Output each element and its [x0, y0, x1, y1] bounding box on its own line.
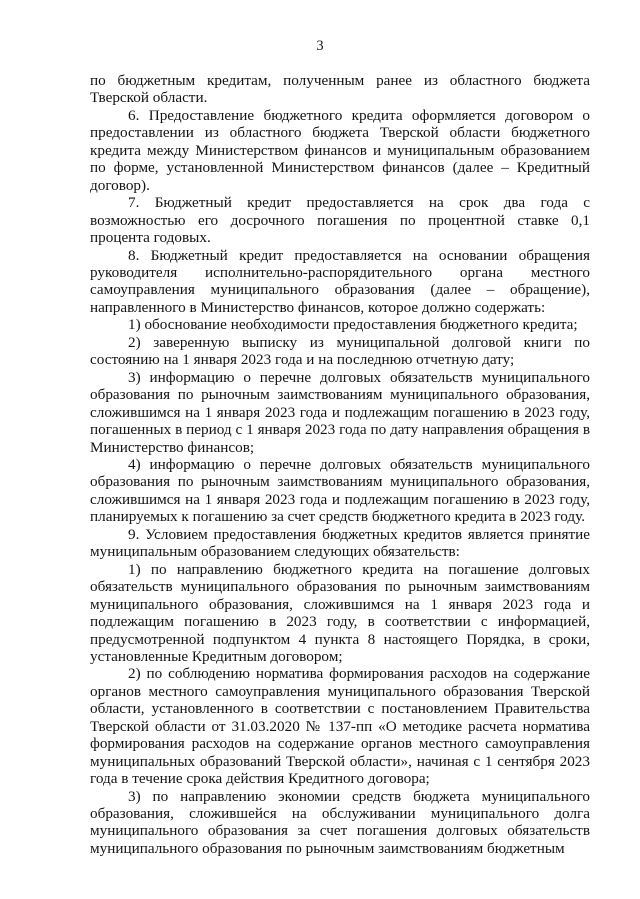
paragraph-item-8: 8. Бюджетный кредит предоставляется на основании обращения руководителя исполнительно-распорядительного органа местного самоуправления муниципального образования (далее – обращение), направленного в Министерство финансов, которое должно содержать:	[90, 246, 590, 316]
subitem-8-4: 4) информацию о перечне долговых обязательств муниципального образования по рыночным заимствованиям муниципального образования, сложившимся на 1 января 2023 года и подлежащим погашению в 2023 году, планируемых к погашению за счет средств бюджетного кредита в 2023 году.	[90, 455, 590, 526]
subitem-9-3: 3) по направлению экономии средств бюджета муниципального образования, сложившейся на обслуживании муниципального долга муниципального образования за счет погашения долговых обязательств муниципального образования по рыночным заимствованиям бюджетным	[90, 787, 590, 857]
paragraph-continuation: по бюджетным кредитам, полученным ранее из областного бюджета Тверской области.	[90, 72, 590, 107]
subitem-8-1: 1) обоснование необходимости предоставления бюджетного кредита;	[128, 316, 578, 334]
subitem-8-3: 3) информацию о перечне долговых обязательств муниципального образования по рыночным заимствованиям муниципального образования, сложившимся на 1 января 2023 года и подлежащим погашению в 2023 году, погашенных в период с 1 января 2023 года по дату направления обращения в Министерство финансов;	[90, 368, 590, 456]
subitem-9-1: 1) по направлению бюджетного кредита на погашение долговых обязательств муниципального образования по рыночным заимствованиям муниципального образования, сложившимся на 1 января 2023 года и подлежащим погашению в 2023 году, в соответствии с информацией, предусмотренной подпунктом 4 пункта 8 настоящего Порядка, в сроки, установленные Кредитным договором;	[90, 560, 590, 665]
paragraph-item-9: 9. Условием предоставления бюджетных кредитов является принятие муниципальным образованием следующих обязательств:	[90, 525, 590, 561]
subitem-9-2: 2) по соблюдению норматива формирования расходов на содержание органов местного самоуправления муниципального образования Тверской области, установленного в соответствии с постановлением Правительства Тверской области от 31.03.2020 № 137-пп «О методике расчета норматива формирования расходов на содержание органов местного самоуправления муниципальных образований Тверской области», начиная с 1 сентября 2023 года в течение срока действия Кредитного договора;	[90, 665, 590, 788]
paragraph-item-6: 6. Предоставление бюджетного кредита оформляется договором о предоставлении из областного бюджета Тверской области бюджетного кредита между Министерством финансов и муниципальным образованием по форме, установленной Министерством финансов (далее – Кредитный договор).	[90, 106, 590, 194]
document-body	[90, 72, 590, 857]
page-number: 3	[316, 38, 324, 54]
subitem-8-2: 2) заверенную выписку из муниципальной долговой книги по состоянию на 1 января 2023 года и на последнюю отчетную дату;	[90, 333, 590, 369]
paragraph-item-7: 7. Бюджетный кредит предоставляется на срок два года с возможностью его досрочного погашения по процентной ставке 0,1 процента годовых.	[90, 194, 590, 247]
